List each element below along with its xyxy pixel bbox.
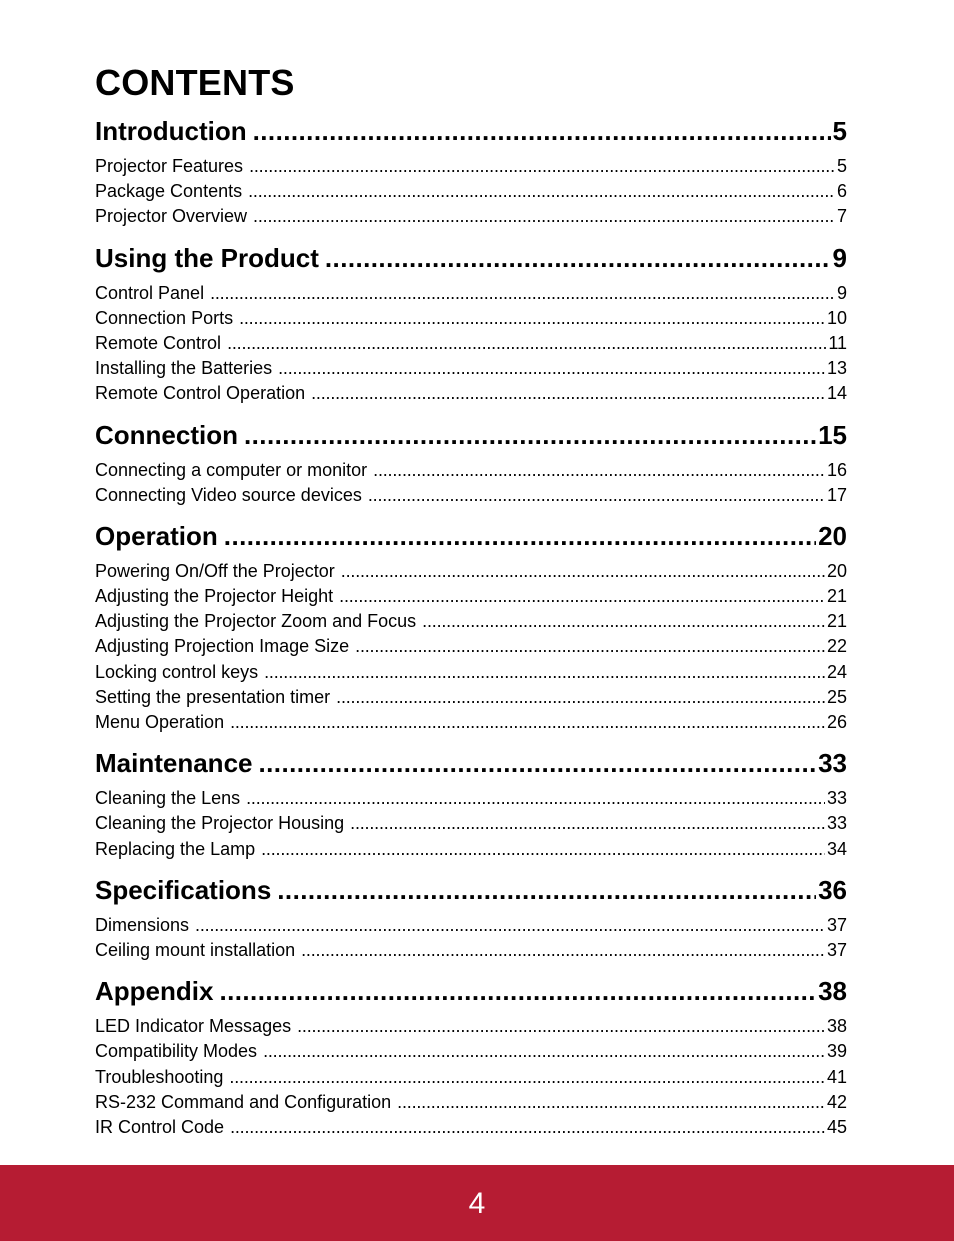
toc-entry[interactable] bbox=[95, 913, 847, 938]
entry-page-number: 33 bbox=[826, 788, 847, 809]
dot-leader bbox=[253, 112, 831, 150]
entry-title: Compatibility Modes bbox=[95, 1041, 258, 1062]
dot-leader bbox=[297, 1014, 825, 1039]
section-spacer bbox=[95, 735, 847, 744]
dot-leader bbox=[227, 331, 826, 356]
toc-entry[interactable] bbox=[95, 837, 847, 862]
entry-page-number: 26 bbox=[826, 712, 847, 732]
toc-section-specifications bbox=[95, 871, 847, 963]
dot-leader bbox=[397, 1090, 825, 1115]
entry-title: Projector Overview bbox=[95, 206, 248, 227]
section-spacer bbox=[95, 862, 847, 871]
entry-title: Cleaning the Lens bbox=[95, 788, 241, 809]
dot-leader bbox=[422, 609, 825, 634]
entry-page-number: 20 bbox=[826, 560, 847, 581]
entry-title: Adjusting the Projector Height bbox=[95, 586, 334, 607]
toc-chapter-operation[interactable] bbox=[95, 517, 847, 555]
entry-page-number: 38 bbox=[826, 1016, 847, 1037]
toc-entry[interactable] bbox=[95, 281, 847, 306]
toc-section-appendix bbox=[95, 972, 847, 1140]
dot-leader bbox=[355, 634, 825, 659]
entry-title: Connection Ports bbox=[95, 307, 234, 328]
toc-entry[interactable] bbox=[95, 786, 847, 811]
dot-leader bbox=[239, 306, 825, 331]
dot-leader bbox=[230, 710, 825, 735]
dot-leader bbox=[195, 913, 825, 938]
toc-section-maintenance bbox=[95, 744, 847, 862]
dot-leader bbox=[261, 837, 825, 862]
dot-leader bbox=[210, 281, 835, 306]
section-spacer bbox=[95, 407, 847, 416]
dot-leader bbox=[336, 685, 825, 710]
dot-leader bbox=[219, 972, 816, 1010]
chapter-page-number: 36 bbox=[818, 874, 847, 905]
chapter-title: Appendix bbox=[95, 976, 214, 1007]
toc-chapter-connection[interactable] bbox=[95, 416, 847, 454]
entry-title: RS-232 Command and Configuration bbox=[95, 1091, 392, 1112]
chapter-title: Specifications bbox=[95, 874, 272, 905]
section-spacer bbox=[95, 508, 847, 517]
chapter-title: Maintenance bbox=[95, 748, 253, 779]
chapter-title: Using the Product bbox=[95, 242, 319, 273]
entry-title: Remote Control bbox=[95, 332, 222, 353]
toc-entry[interactable] bbox=[95, 331, 847, 356]
toc-entry[interactable] bbox=[95, 710, 847, 735]
dot-leader bbox=[350, 811, 825, 836]
dot-leader bbox=[253, 204, 835, 229]
toc-chapter-specifications[interactable] bbox=[95, 871, 847, 909]
toc-entry[interactable] bbox=[95, 1115, 847, 1140]
page-title: CONTENTS bbox=[95, 62, 295, 103]
section-spacer bbox=[95, 963, 847, 972]
entry-title: Cleaning the Projector Housing bbox=[95, 813, 345, 834]
entry-title: Adjusting Projection Image Size bbox=[95, 636, 350, 657]
entry-page-number: 21 bbox=[826, 586, 847, 607]
entry-page-number: 42 bbox=[826, 1091, 847, 1112]
entry-page-number: 7 bbox=[836, 206, 847, 227]
dot-leader bbox=[278, 356, 825, 381]
entry-title: Powering On/Off the Projector bbox=[95, 560, 335, 581]
dot-leader bbox=[229, 1065, 825, 1090]
chapter-page-number: 9 bbox=[832, 242, 847, 273]
toc-chapter-maintenance[interactable] bbox=[95, 744, 847, 782]
entry-page-number: 41 bbox=[826, 1066, 847, 1087]
dot-leader bbox=[325, 239, 831, 277]
entry-title: IR Control Code bbox=[95, 1116, 225, 1137]
dot-leader bbox=[368, 483, 825, 508]
toc-entry[interactable] bbox=[95, 584, 847, 609]
toc-entry[interactable] bbox=[95, 458, 847, 483]
toc-entry[interactable] bbox=[95, 154, 847, 179]
toc-chapter-introduction[interactable] bbox=[95, 112, 847, 150]
dot-leader bbox=[246, 786, 825, 811]
entry-title: Projector Features bbox=[95, 156, 244, 176]
entry-page-number: 5 bbox=[836, 156, 847, 176]
entry-page-number: 10 bbox=[826, 307, 847, 328]
toc-entry[interactable] bbox=[95, 306, 847, 331]
entry-page-number: 17 bbox=[826, 484, 847, 505]
toc-entry[interactable] bbox=[95, 1065, 847, 1090]
entry-page-number: 21 bbox=[826, 611, 847, 632]
entry-title: Installing the Batteries bbox=[95, 358, 273, 379]
entry-title: Connecting a computer or monitor bbox=[95, 459, 368, 480]
entry-page-number: 25 bbox=[826, 686, 847, 707]
toc-entry[interactable] bbox=[95, 381, 847, 406]
toc-entry[interactable] bbox=[95, 609, 847, 634]
chapter-page-number: 33 bbox=[818, 748, 847, 779]
toc-section-operation bbox=[95, 517, 847, 735]
page-number: 4 bbox=[468, 1187, 486, 1220]
chapter-title: Introduction bbox=[95, 116, 247, 146]
toc-entry[interactable] bbox=[95, 559, 847, 584]
chapter-page-number: 15 bbox=[818, 419, 847, 450]
entry-page-number: 9 bbox=[836, 282, 847, 303]
chapter-page-number: 5 bbox=[832, 116, 847, 146]
entry-page-number: 11 bbox=[828, 332, 847, 353]
entry-title: LED Indicator Messages bbox=[95, 1016, 292, 1037]
dot-leader bbox=[249, 154, 835, 179]
dot-leader bbox=[224, 517, 816, 555]
entry-page-number: 45 bbox=[826, 1116, 847, 1137]
entry-page-number: 14 bbox=[826, 383, 847, 404]
entry-title: Dimensions bbox=[95, 914, 190, 935]
toc-section-connection bbox=[95, 416, 847, 508]
dot-leader bbox=[339, 584, 825, 609]
toc-section-introduction bbox=[95, 112, 847, 230]
dot-leader bbox=[248, 179, 835, 204]
dot-leader bbox=[311, 381, 825, 406]
entry-page-number: 24 bbox=[826, 661, 847, 682]
toc-entry[interactable] bbox=[95, 204, 847, 229]
section-spacer bbox=[95, 230, 847, 239]
toc-entry[interactable] bbox=[95, 685, 847, 710]
dot-leader bbox=[244, 416, 816, 454]
toc-section-using-the-product bbox=[95, 239, 847, 407]
toc-chapter-appendix[interactable] bbox=[95, 972, 847, 1010]
toc-chapter-using-the-product[interactable] bbox=[95, 239, 847, 277]
entry-title: Remote Control Operation bbox=[95, 383, 306, 404]
chapter-title: Operation bbox=[95, 520, 218, 551]
chapter-title: Connection bbox=[95, 419, 238, 450]
entry-page-number: 13 bbox=[826, 358, 847, 379]
chapter-page-number: 20 bbox=[818, 520, 847, 551]
chapter-page-number: 38 bbox=[818, 976, 847, 1007]
dot-leader bbox=[230, 1115, 825, 1140]
entry-title: Adjusting the Projector Zoom and Focus bbox=[95, 611, 417, 632]
dot-leader bbox=[263, 1039, 825, 1064]
dot-leader bbox=[277, 871, 816, 909]
entry-title: Replacing the Lamp bbox=[95, 838, 256, 859]
toc-entry[interactable] bbox=[95, 1090, 847, 1115]
entry-page-number: 22 bbox=[826, 636, 847, 657]
entry-page-number: 6 bbox=[836, 181, 847, 202]
toc-entry[interactable] bbox=[95, 179, 847, 204]
table-of-contents bbox=[95, 112, 847, 1140]
entry-title: Troubleshooting bbox=[95, 1066, 224, 1087]
entry-title: Package Contents bbox=[95, 181, 243, 202]
toc-entry[interactable] bbox=[95, 356, 847, 381]
toc-entry[interactable] bbox=[95, 1014, 847, 1039]
toc-entry[interactable] bbox=[95, 660, 847, 685]
entry-title: Menu Operation bbox=[95, 712, 225, 732]
entry-page-number: 39 bbox=[826, 1041, 847, 1062]
dot-leader bbox=[264, 660, 825, 685]
entry-page-number: 37 bbox=[826, 914, 847, 935]
toc-entry[interactable] bbox=[95, 483, 847, 508]
dot-leader bbox=[341, 559, 825, 584]
entry-title: Control Panel bbox=[95, 282, 205, 303]
entry-page-number: 33 bbox=[826, 813, 847, 834]
dot-leader bbox=[301, 938, 825, 963]
entry-page-number: 34 bbox=[826, 838, 847, 859]
toc-entry[interactable] bbox=[95, 811, 847, 836]
toc-entry[interactable] bbox=[95, 1039, 847, 1064]
entry-page-number: 37 bbox=[826, 939, 847, 960]
toc-entry[interactable] bbox=[95, 938, 847, 963]
entry-page-number: 16 bbox=[826, 459, 847, 480]
entry-title: Locking control keys bbox=[95, 661, 259, 682]
entry-title: Connecting Video source devices bbox=[95, 484, 362, 505]
entry-title: Ceiling mount installation bbox=[95, 939, 296, 960]
toc-entry[interactable] bbox=[95, 634, 847, 659]
dot-leader bbox=[373, 458, 825, 483]
dot-leader bbox=[259, 744, 817, 782]
entry-title: Setting the presentation timer bbox=[95, 686, 331, 707]
